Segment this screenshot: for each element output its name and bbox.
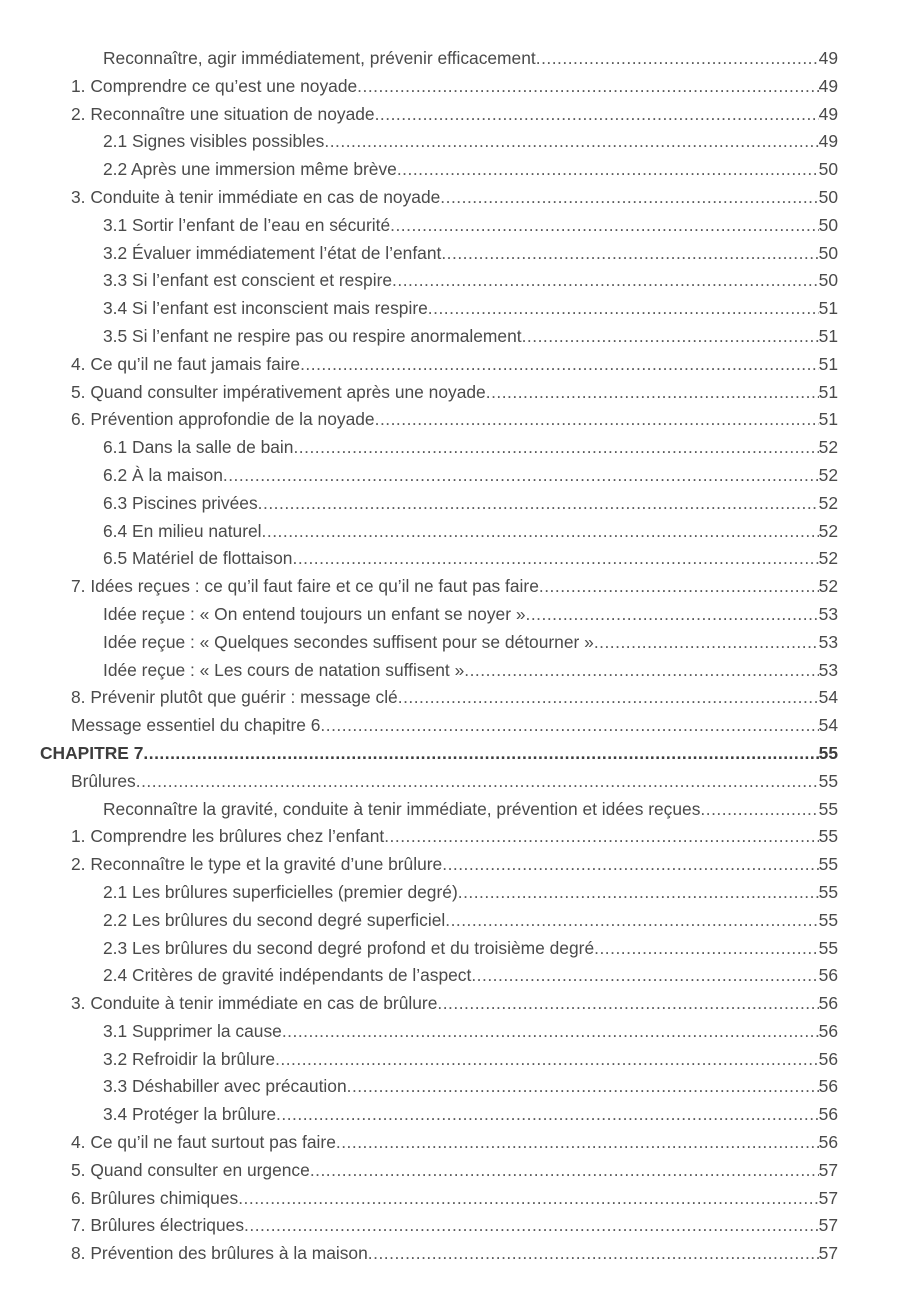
toc-entry-line <box>71 101 838 129</box>
toc-entry-title: 2.1 Les brûlures superficielles (premier degré) <box>103 881 458 902</box>
toc-entry-line <box>103 45 838 73</box>
toc-entry[interactable] <box>0 545 900 573</box>
toc-dot-leader <box>368 1240 819 1268</box>
toc-entry[interactable] <box>0 657 900 685</box>
toc-page-number: 52 <box>818 576 838 597</box>
toc-dot-leader <box>700 796 818 824</box>
toc-page-number: 54 <box>818 715 838 736</box>
toc-entry-line <box>71 379 838 407</box>
toc-entry-title: 6.1 Dans la salle de bain <box>103 437 294 458</box>
toc-page-number: 50 <box>818 270 838 291</box>
toc-page-number: 49 <box>818 103 838 124</box>
toc-entry[interactable] <box>0 73 900 101</box>
toc-entry[interactable] <box>0 1073 900 1101</box>
toc-dot-leader <box>258 490 819 518</box>
toc-entry-line <box>71 1185 838 1213</box>
toc-entry[interactable] <box>0 1212 900 1240</box>
toc-entry-title: 6.5 Matériel de flottaison <box>103 548 293 569</box>
toc-entry-title: Brûlures <box>71 770 136 791</box>
toc-entry-title: 3.3 Si l’enfant est conscient et respire <box>103 270 393 291</box>
toc-entry-title: 6. Prévention approfondie de la noyade <box>71 409 375 430</box>
toc-entry-title: 3. Conduite à tenir immédiate en cas de noyade <box>71 186 441 207</box>
toc-entry[interactable] <box>0 962 900 990</box>
toc-page-number: 51 <box>818 325 838 346</box>
toc-entry-line <box>103 156 838 184</box>
toc-entry[interactable] <box>0 45 900 73</box>
toc-entry[interactable] <box>0 267 900 295</box>
toc-page-number: 56 <box>818 965 838 986</box>
toc-dot-leader <box>375 406 819 434</box>
toc-entry[interactable] <box>0 184 900 212</box>
toc-dot-leader <box>320 712 818 740</box>
toc-entry-title: 3.1 Supprimer la cause <box>103 1020 282 1041</box>
toc-entry-line <box>71 768 838 796</box>
toc-dot-leader <box>437 990 818 1018</box>
toc-dot-leader <box>392 267 819 295</box>
toc-entry-line <box>103 629 838 657</box>
toc-page-number: 56 <box>818 1020 838 1041</box>
toc-entry-line <box>71 1129 838 1157</box>
toc-entry-line <box>103 796 838 824</box>
toc-entry[interactable] <box>0 128 900 156</box>
toc-dot-leader <box>458 879 819 907</box>
toc-entry-title: Reconnaître, agir immédiatement, prévenir efficacement <box>103 48 536 68</box>
toc-entry[interactable] <box>0 406 900 434</box>
toc-dot-leader <box>143 740 818 768</box>
toc-entry-line <box>103 657 838 685</box>
toc-entry-line <box>103 323 838 351</box>
toc-dot-leader <box>526 601 819 629</box>
toc-dot-leader <box>275 1046 819 1074</box>
toc-entry-line <box>40 740 838 768</box>
toc-entry-line <box>103 518 838 546</box>
toc-dot-leader <box>445 907 818 935</box>
toc-entry-title: 2.3 Les brûlures du second degré profond et du troisième degré <box>103 937 595 958</box>
toc-entry[interactable] <box>0 101 900 129</box>
toc-entry-title: 3.3 Déshabiller avec précaution <box>103 1076 347 1097</box>
toc-dot-leader <box>292 545 818 573</box>
toc-entry-line <box>103 1101 838 1129</box>
toc-entry-title: 3.4 Si l’enfant est inconscient mais respire <box>103 298 428 319</box>
toc-entry-line <box>103 267 838 295</box>
toc-entry-title: Idée reçue : « On entend toujours un enfant se noyer » <box>103 603 526 624</box>
toc-entry[interactable] <box>0 796 900 824</box>
toc-dot-leader <box>441 240 818 268</box>
toc-entry-line <box>103 935 838 963</box>
toc-dot-leader <box>136 768 819 796</box>
toc-entry-title: 3. Conduite à tenir immédiate en cas de brûlure <box>71 993 438 1014</box>
toc-entry-line <box>71 990 838 1018</box>
toc-entry-line <box>103 907 838 935</box>
toc-entry-line <box>71 1212 838 1240</box>
toc-entry-line <box>103 240 838 268</box>
toc-dot-leader <box>397 156 819 184</box>
toc-page-number: 54 <box>818 687 838 708</box>
toc-page-number: 53 <box>818 631 838 652</box>
toc-entry-title: 2. Reconnaître le type et la gravité d’une brûlure <box>71 854 443 875</box>
toc-entry[interactable] <box>0 573 900 601</box>
toc-dot-leader <box>594 935 819 963</box>
toc-entry-title: 4. Ce qu’il ne faut jamais faire <box>71 353 301 374</box>
toc-entry[interactable] <box>0 323 900 351</box>
toc-entry-title: 3.1 Sortir l’enfant de l’eau en sécurité <box>103 214 391 235</box>
toc-entry-title: 1. Comprendre ce qu’est une noyade <box>71 75 358 96</box>
toc-entry-title: 8. Prévention des brûlures à la maison <box>71 1243 368 1264</box>
toc-page-number: 50 <box>818 214 838 235</box>
toc-entry-line <box>71 851 838 879</box>
toc-entry[interactable] <box>0 295 900 323</box>
toc-dot-leader <box>282 1018 819 1046</box>
toc-page-number: 49 <box>818 48 838 68</box>
toc-entry-line <box>71 351 838 379</box>
toc-entry-line <box>103 1046 838 1074</box>
toc-entry[interactable] <box>0 379 900 407</box>
toc-dot-leader <box>300 351 819 379</box>
toc-entry-line <box>71 1157 838 1185</box>
toc-page-number: 52 <box>818 548 838 569</box>
toc-dot-leader <box>223 462 819 490</box>
toc-dot-leader <box>486 379 819 407</box>
toc-entry-line <box>103 879 838 907</box>
toc-entry-title: 2.2 Après une immersion même brève <box>103 159 397 180</box>
toc-entry-title: 6.3 Piscines privées <box>103 492 258 513</box>
toc-entry[interactable] <box>0 851 900 879</box>
toc-entry-title: 4. Ce qu’il ne faut surtout pas faire <box>71 1132 336 1153</box>
toc-entry[interactable] <box>0 684 900 712</box>
toc-entry-title: Message essentiel du chapitre 6 <box>71 715 321 736</box>
toc-entry-line <box>103 545 838 573</box>
toc-entry-line <box>103 128 838 156</box>
toc-dot-leader <box>293 434 818 462</box>
toc-dot-leader <box>464 657 818 685</box>
toc-entry[interactable] <box>0 434 900 462</box>
toc-entry-title: 3.2 Refroidir la brûlure <box>103 1048 276 1069</box>
toc-entry[interactable] <box>0 156 900 184</box>
toc-page-number: 51 <box>818 353 838 374</box>
toc-entry[interactable] <box>0 823 900 851</box>
toc-dot-leader <box>539 573 819 601</box>
toc-entry[interactable] <box>0 1101 900 1129</box>
toc-entry[interactable] <box>0 1018 900 1046</box>
toc-dot-leader <box>262 518 819 546</box>
toc-entry-title: 7. Brûlures électriques <box>71 1215 245 1236</box>
toc-page-number: 56 <box>818 1104 838 1125</box>
toc-entry-line <box>71 712 838 740</box>
toc-entry[interactable] <box>0 518 900 546</box>
toc-entry-line <box>71 1240 838 1268</box>
toc-entry[interactable] <box>0 351 900 379</box>
toc-entry-title: 5. Quand consulter impérativement après une noyade <box>71 381 486 402</box>
toc-entry-title: 6.2 À la maison <box>103 464 223 485</box>
toc-entry-title: Idée reçue : « Quelques secondes suffisent pour se détourner » <box>103 631 594 652</box>
toc-dot-leader <box>442 851 818 879</box>
toc-dot-leader <box>357 73 818 101</box>
toc-entry-line <box>71 823 838 851</box>
toc-entry[interactable] <box>0 240 900 268</box>
toc-entry-title: Idée reçue : « Les cours de natation suffisent » <box>103 659 465 680</box>
toc-dot-leader <box>375 101 819 129</box>
toc-entry-line <box>103 490 838 518</box>
toc-page-number: 55 <box>818 881 838 902</box>
toc-entry[interactable] <box>0 490 900 518</box>
toc-dot-leader <box>336 1129 819 1157</box>
toc-page-number: 56 <box>818 993 838 1014</box>
toc-page-number: 51 <box>818 298 838 319</box>
toc-entry-title: 3.5 Si l’enfant ne respire pas ou respire anormalement <box>103 325 522 346</box>
toc-entry-line <box>103 462 838 490</box>
toc-entry-line <box>71 184 838 212</box>
toc-page-number: 52 <box>818 492 838 513</box>
toc-page-number: 51 <box>818 409 838 430</box>
toc-dot-leader <box>536 45 819 73</box>
toc-entry-title: 6. Brûlures chimiques <box>71 1187 239 1208</box>
toc-entry-line <box>71 73 838 101</box>
toc-entry[interactable] <box>0 1185 900 1213</box>
toc-entry-title: 3.4 Protéger la brûlure <box>103 1104 277 1125</box>
toc-chapter-heading[interactable] <box>0 740 900 768</box>
toc-entry[interactable] <box>0 768 900 796</box>
toc-entry[interactable] <box>0 1046 900 1074</box>
toc-page-number: 53 <box>818 659 838 680</box>
toc-dot-leader <box>347 1073 819 1101</box>
toc-page-number: 55 <box>818 937 838 958</box>
toc-dot-leader <box>390 212 819 240</box>
toc-page-number: 52 <box>818 464 838 485</box>
toc-entry-title: 1. Comprendre les brûlures chez l’enfant <box>71 826 385 847</box>
toc-entry-line <box>103 434 838 462</box>
toc-page-number: 51 <box>818 381 838 402</box>
toc-page-number: 49 <box>818 131 838 152</box>
toc-dot-leader <box>244 1212 819 1240</box>
toc-entry-title: 5. Quand consulter en urgence <box>71 1159 310 1180</box>
toc-page-number: 56 <box>818 1048 838 1069</box>
toc-dot-leader <box>594 629 819 657</box>
toc-entry-title: 6.4 En milieu naturel <box>103 520 262 541</box>
toc-entry-title: 3.2 Évaluer immédiatement l’état de l’enfant <box>103 242 442 263</box>
toc-entry[interactable] <box>0 879 900 907</box>
toc-entry-line <box>103 962 838 990</box>
toc-page-number: 55 <box>818 770 838 791</box>
toc-dot-leader <box>324 128 818 156</box>
toc-entry[interactable] <box>0 601 900 629</box>
toc-entry[interactable] <box>0 1129 900 1157</box>
toc-entry[interactable] <box>0 212 900 240</box>
toc-dot-leader <box>522 323 819 351</box>
toc-page-number: 50 <box>818 186 838 207</box>
toc-dot-leader <box>428 295 819 323</box>
toc-entry-line <box>71 573 838 601</box>
toc-page-number: 55 <box>818 909 838 930</box>
toc-entry-line <box>103 295 838 323</box>
toc-page-number: 55 <box>818 826 838 847</box>
table-of-contents <box>0 45 900 1268</box>
toc-entry-line <box>103 1018 838 1046</box>
toc-page-number: 52 <box>818 437 838 458</box>
toc-page-number: 50 <box>818 159 838 180</box>
toc-entry-line <box>71 684 838 712</box>
toc-page-number: 57 <box>818 1243 838 1264</box>
toc-page-number: 56 <box>818 1076 838 1097</box>
toc-entry[interactable] <box>0 935 900 963</box>
toc-page-number: 57 <box>818 1215 838 1236</box>
toc-page-number: 52 <box>818 520 838 541</box>
toc-entry[interactable] <box>0 629 900 657</box>
toc-dot-leader <box>440 184 818 212</box>
toc-page-number: 49 <box>818 75 838 96</box>
toc-entry-title: 7. Idées reçues : ce qu’il faut faire et ce qu’il ne faut pas faire <box>71 576 539 597</box>
toc-entry-line <box>71 406 838 434</box>
toc-entry[interactable] <box>0 990 900 1018</box>
toc-entry-line <box>103 601 838 629</box>
toc-entry-title: 2. Reconnaître une situation de noyade <box>71 103 375 124</box>
toc-entry[interactable] <box>0 1240 900 1268</box>
toc-entry[interactable] <box>0 1157 900 1185</box>
toc-entry-title: CHAPITRE 7 <box>40 742 144 763</box>
toc-entry[interactable] <box>0 462 900 490</box>
toc-page-number: 50 <box>818 242 838 263</box>
toc-dot-leader <box>276 1101 819 1129</box>
toc-entry-title: 8. Prévenir plutôt que guérir : message clé <box>71 687 398 708</box>
toc-entry-line <box>103 212 838 240</box>
toc-page-number: 57 <box>818 1159 838 1180</box>
toc-dot-leader <box>238 1185 818 1213</box>
toc-dot-leader <box>384 823 818 851</box>
toc-page-number: 53 <box>818 603 838 624</box>
toc-entry-title: 2.4 Critères de gravité indépendants de l’aspect <box>103 965 472 986</box>
toc-entry-title: Reconnaître la gravité, conduite à tenir immédiate, prévention et idées reçues <box>103 798 701 819</box>
toc-page-number: 57 <box>818 1187 838 1208</box>
toc-dot-leader <box>310 1157 819 1185</box>
toc-page-number: 55 <box>818 798 838 819</box>
toc-entry-title: 2.1 Signes visibles possibles <box>103 131 325 152</box>
toc-page-number: 55 <box>818 742 838 763</box>
toc-entry-line <box>103 1073 838 1101</box>
toc-page-number: 55 <box>818 854 838 875</box>
toc-entry[interactable] <box>0 907 900 935</box>
toc-dot-leader <box>398 684 819 712</box>
toc-entry-title: 2.2 Les brûlures du second degré superficiel <box>103 909 446 930</box>
toc-entry[interactable] <box>0 712 900 740</box>
toc-dot-leader <box>471 962 818 990</box>
toc-page-number: 56 <box>818 1132 838 1153</box>
